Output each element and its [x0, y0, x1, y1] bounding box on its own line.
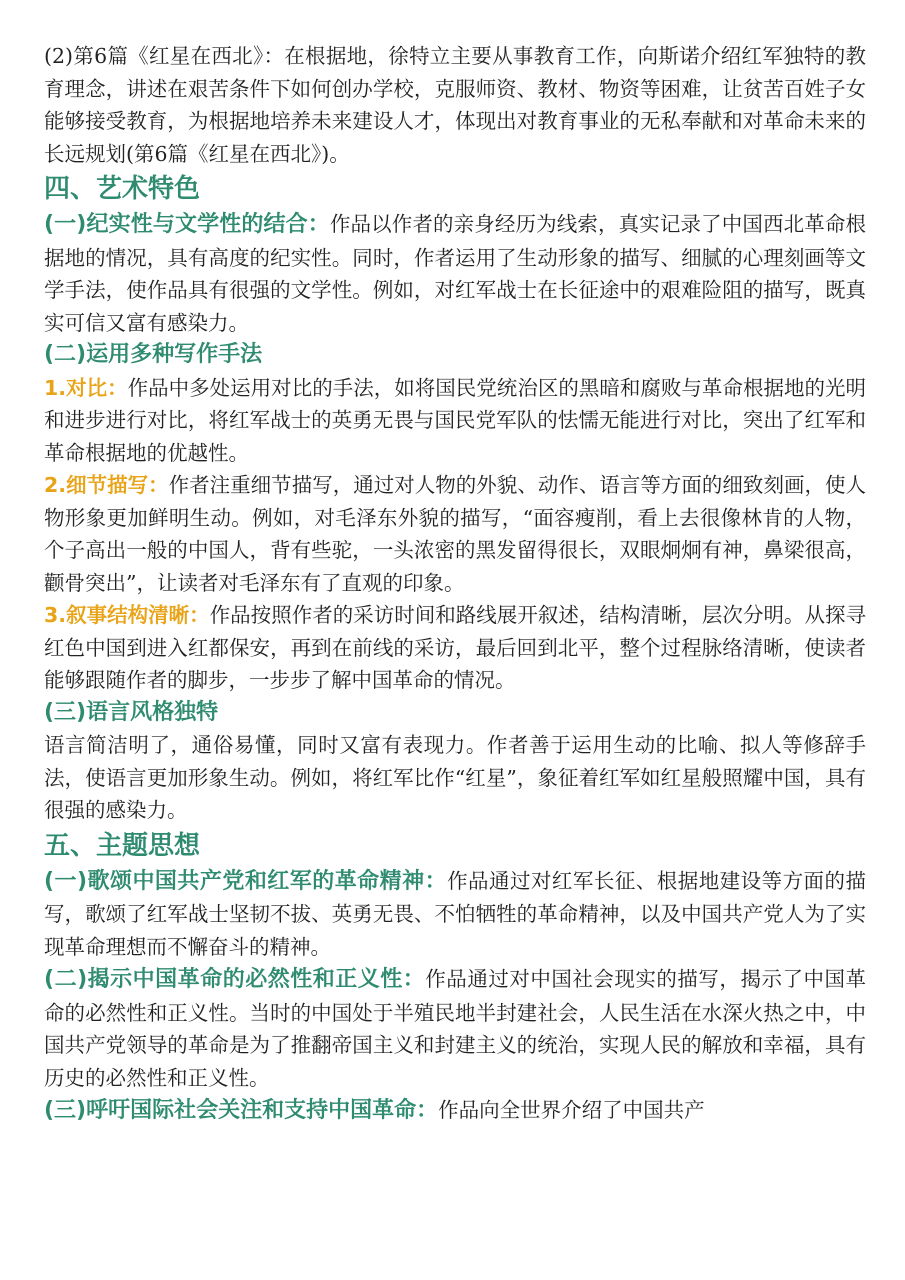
technique-structure-label: 3.叙事结构清晰：	[44, 603, 210, 627]
technique-detail	[44, 469, 866, 599]
theme-one-text: 作品通过对红军长征、根据地建设等方面的描写，歌颂了红军战士坚韧不拔、英勇无畏、不怕牺牲的革命精神，以及中国共产党人为了实现革命理想而不懈奋斗的精神。	[44, 868, 866, 959]
art-feature-three-text: 语言简洁明了，通俗易懂，同时又富有表现力。作者善于运用生动的比喻、拟人等修辞手法，使语言更加形象生动。例如，将红军比作“红星”，象征着红军如红星般照耀中国，具有很强的感染力。	[44, 733, 866, 822]
theme-one	[44, 865, 866, 964]
theme-two	[44, 963, 866, 1094]
theme-three	[44, 1094, 866, 1128]
theme-two-heading: (二)揭示中国革命的必然性和正义性：	[44, 967, 426, 992]
theme-one-heading: (一)歌颂中国共产党和红军的革命精神：	[44, 868, 448, 894]
technique-detail-label: 2.细节描写：	[44, 473, 169, 497]
art-feature-one-text: 作品以作者的亲身经历为线索，真实记录了中国西北革命根据地的情况，具有高度的纪实性。同时，作者运用了生动形象的描写、细腻的心理刻画等文学手法，使作品具有很强的文学性。例如，对红军战士在长征途中的艰难险阻的描写，既真实可信又富有感染力。	[44, 212, 866, 335]
technique-structure-text: 作品按照作者的采访时间和路线展开叙述，结构清晰，层次分明。从探寻红色中国到进入红都保安，再到在前线的采访，最后回到北平，整个过程脉络清晰，使读者能够跟随作者的脚步，一步步了解中国革命的情况。	[44, 603, 867, 692]
art-feature-two-heading: (二)运用多种写作手法	[44, 342, 263, 367]
section-four-title: 四、艺术特色	[44, 174, 201, 204]
technique-structure	[44, 599, 866, 697]
technique-contrast	[44, 372, 866, 470]
technique-detail-text: 作者注重细节描写，通过对人物的外貌、动作、语言等方面的细致刻画，使人物形象更加鲜明生动。例如，对毛泽东外貌的描写，“面容瘦削，看上去很像林肯的人物，个子高出一般的中国人，背有些驼，一头浓密的黑发留得很长，双眼炯炯有神，鼻梁很高，颧骨突出”，让读者对毛泽东有了直观的印象。	[44, 473, 866, 595]
theme-three-text: 作品向全世界介绍了中国共产	[438, 1098, 705, 1122]
art-feature-one	[44, 208, 866, 339]
intro-paragraph: (2)第6篇《红星在西北》：在根据地，徐特立主要从事教育工作，向斯诺介绍红军独特的教育理念，讲述在艰苦条件下如何创办学校，克服师资、教材、物资等困难，让贫苦百姓子女能够接受教育，为根据地培养未来建设人才，体现出对教育事业的无私奉献和对革命未来的长远规划(第6篇《红星在西北》)。	[44, 44, 866, 166]
technique-contrast-text: 作品中多处运用对比的手法，如将国民党统治区的黑暗和腐败与革命根据地的光明和进步进行对比，将红军战士的英勇无畏与国民党军队的怯懦无能进行对比，突出了红军和革命根据地的优越性。	[44, 375, 866, 465]
theme-three-heading: (三)呼吁国际社会关注和支持中国革命：	[44, 1098, 439, 1123]
art-feature-three-heading: (三)语言风格独特	[44, 699, 219, 725]
art-feature-one-heading: (一)纪实性与文学性的结合：	[44, 212, 330, 237]
theme-two-text: 作品通过对中国社会现实的描写，揭示了中国革命的必然性和正义性。当时的中国处于半殖民地半封建社会，人民生活在水深火热之中，中国共产党领导的革命是为了推翻帝国主义和封建主义的统治，实现人民的解放和幸福，具有历史的必然性和正义性。	[44, 967, 866, 1090]
section-five-title: 五、主题思想	[44, 830, 201, 861]
document-page	[44, 40, 866, 1128]
technique-contrast-label: 1.对比：	[44, 375, 128, 400]
